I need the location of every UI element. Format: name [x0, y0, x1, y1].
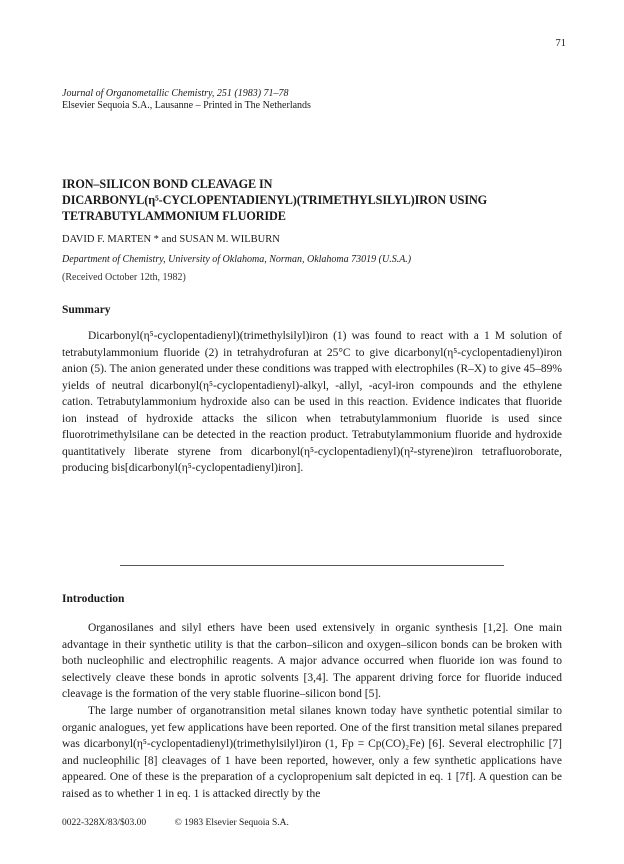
title-line: DICARBONYL(η⁵-CYCLOPENTADIENYL)(TRIMETHYLSILYL)IRON USING: [62, 193, 488, 207]
received-date: (Received October 12th, 1982): [62, 272, 186, 283]
intro-paragraph: Organosilanes and silyl ethers have been used extensively in organic synthesis [1,2]. One main advantage in their synthetic utility is that the carbon–silicon and oxygen–silicon bonds can be broken with both nucleophilic and electrophilic reagents. A major advance occurred when fluoride ion was found to selectively cleave these bonds in aprotic solvents [3,4]. The apparent driving force for fluoride induced cleavage is the formation of the very stable fluorine–silicon bond [5].: [62, 622, 562, 701]
summary-body: [62, 328, 562, 477]
journal-publisher: Elsevier Sequoia S.A., Lausanne – Printed in The Netherlands: [62, 100, 311, 111]
journal-citation: Journal of Organometallic Chemistry, 251 (1983) 71–78: [62, 88, 289, 99]
journal-info: [62, 88, 311, 112]
title-line: TETRABUTYLAMMONIUM FLUORIDE: [62, 209, 286, 223]
summary-paragraph: Dicarbonyl(η⁵-cyclopentadienyl)(trimethylsilyl)iron (1) was found to react with a 1 M solution of tetrabutylammonium fluoride (2) in tetrahydrofuran at 25°C to give dicarbonyl(η⁵-cyclopentadienyl)iron anion (5). The anion generated under these conditions was trapped with electrophiles (R–X) to give 45–89% yields of neutral dicarbonyl(η⁵-cyclopentadienyl)-alkyl, -allyl, -acyl-iron compounds and the ethylene cation. Tetrabutylammonium hydroxide also can be used in this reaction. Evidence indicates that fluoride ion instead of hydroxide attacks the silicon when tetrabutylammonium fluoride is used since fluorotrimethylsilane can be detected in the reaction product. Tetrabutylammonium fluoride and hydroxide quantitatively liberate styrene from dicarbonyl(η⁵-cyclopentadienyl)(η²-styrene)iron tetrafluoroborate, producing bis[dicarbonyl(η⁵-cyclopentadienyl)iron].: [62, 330, 562, 474]
authors: DAVID F. MARTEN * and SUSAN M. WILBURN: [62, 234, 280, 245]
page-footer: [62, 818, 289, 828]
copyright-notice: © 1983 Elsevier Sequoia S.A.: [174, 818, 289, 828]
intro-paragraph: The large number of organotransition metal silanes known today have synthetic potential similar to organic analogues, yet few applications have been reported. One of the first transition metal silanes prepared was dicarbonyl(η⁵-cyclopentadienyl)(trimethylsilyl)iron (1, Fp = Cp(CO)₂Fe) [6]. Several electrophilic [7] and nucleophilic [8] cleavages of 1 have been reported, however, only a few synthetic applications have appeared. One of these is the preparation of a cyclopropenium salt depicted in eq. 1 [7f]. A question can be raised as to whether 1 in eq. 1 is attacked directly by the: [62, 704, 562, 800]
issn-price-code: 0022-328X/83/$03.00: [62, 818, 147, 828]
summary-heading: Summary: [62, 304, 111, 316]
introduction-body: [62, 620, 562, 803]
affiliation: Department of Chemistry, University of Oklahoma, Norman, Oklahoma 73019 (U.S.A.): [62, 254, 412, 265]
page-number: 71: [555, 38, 566, 49]
title-line: IRON–SILICON BOND CLEAVAGE IN: [62, 177, 273, 191]
section-divider: [120, 565, 504, 566]
article-title: [62, 176, 582, 224]
introduction-heading: Introduction: [62, 593, 125, 605]
